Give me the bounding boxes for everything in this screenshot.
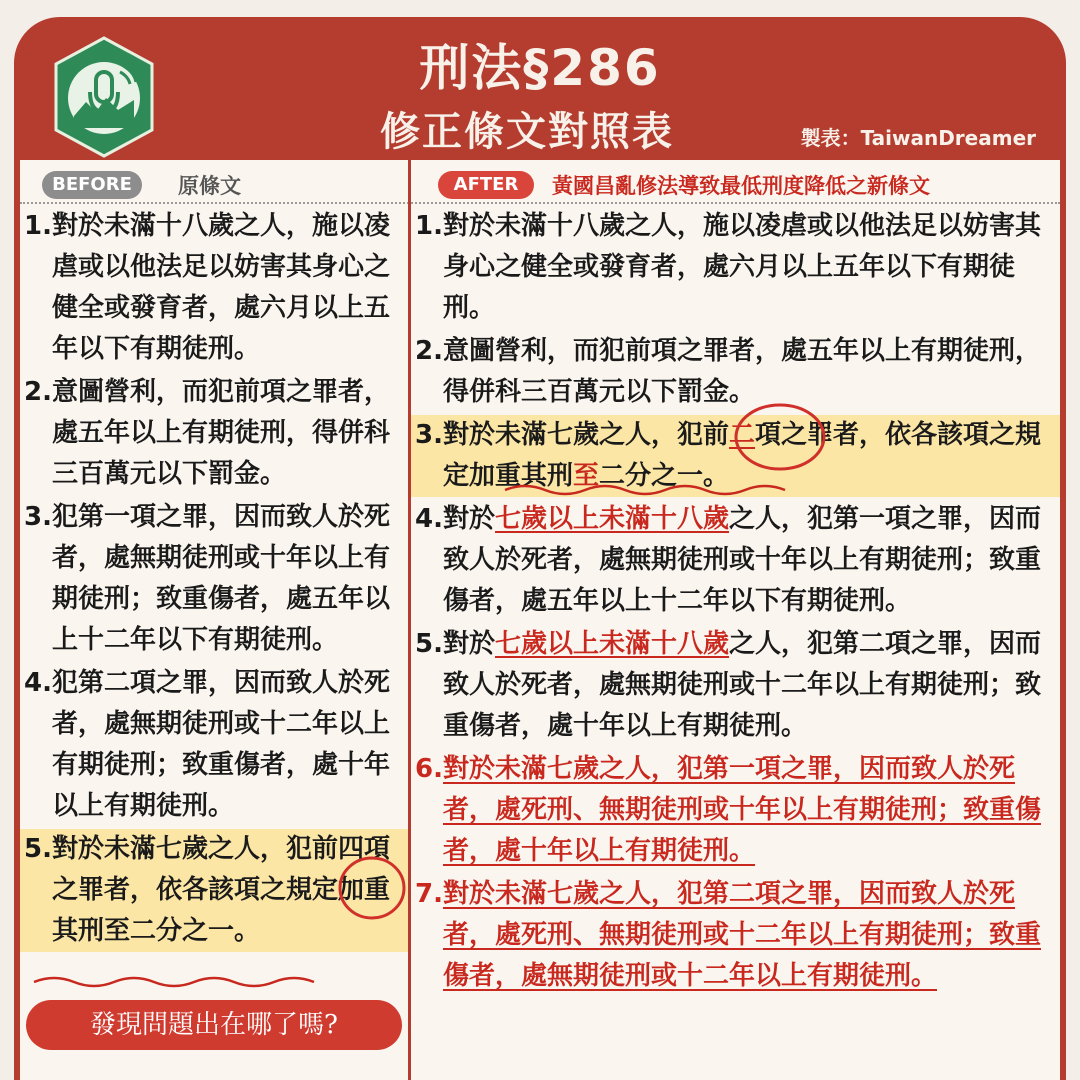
item-text: 對於未滿十八歲之人，施以凌虐或以他法足以妨害其身心之健全或發育者，處六月以上五年以下有期徒刑。 xyxy=(52,211,391,364)
before-item xyxy=(20,206,408,370)
item-text: 犯第一項之罪，因而致人於死者，處無期徒刑或十年以上有期徒刑；致重傷者，處五年以上十二年以下有期徒刑。 xyxy=(52,502,391,655)
before-badge: BEFORE xyxy=(42,171,142,199)
after-item xyxy=(411,206,1060,329)
text-segment: 對於 xyxy=(443,629,496,659)
item-number: 5. xyxy=(24,834,52,864)
before-item-highlighted xyxy=(20,829,408,952)
item-text xyxy=(443,624,1056,747)
changed-text: 二 xyxy=(729,420,756,450)
after-item xyxy=(411,499,1060,622)
author-credit: 製表：TaiwanDreamer xyxy=(800,126,1036,150)
after-column xyxy=(411,206,1060,999)
item-number: 3. xyxy=(24,502,52,532)
item-number: 5. xyxy=(415,629,443,659)
item-number: 1. xyxy=(24,211,52,241)
item-number: 4. xyxy=(415,504,443,534)
item-text: 意圖營利，而犯前項之罪者，處五年以上有期徒刑，得併科三百萬元以下罰金。 xyxy=(443,336,1042,407)
text-segment: 之人，犯第二項之罪，因而致人於死者，處無期徒刑或十二年以上有期徒刑；致重傷者，處十年以上有期徒刑。 xyxy=(443,629,1042,741)
text-segment: 對於 xyxy=(443,504,496,534)
item-number: 2. xyxy=(415,336,443,366)
item-number: 1. xyxy=(415,211,443,241)
after-column-label: 黃國昌亂修法導致最低刑度降低之新條文 xyxy=(552,174,930,198)
before-item xyxy=(20,497,408,661)
changed-text: 七歲以上未滿十八歲 xyxy=(495,629,730,659)
before-column-label: 原條文 xyxy=(178,174,241,198)
after-item-highlighted xyxy=(411,415,1060,497)
page-title: 刑法§286 xyxy=(419,39,661,97)
page-subtitle: 修正條文對照表 xyxy=(380,109,674,155)
after-badge: AFTER xyxy=(438,171,534,199)
text-segment: 之人，犯第一項之罪，因而致人於死者，處無期徒刑或十年以上有期徒刑；致重傷者，處五年以上十二年以下有期徒刑。 xyxy=(443,504,1042,616)
before-item xyxy=(20,372,408,495)
item-number: 2. xyxy=(24,377,52,407)
item-number: 7. xyxy=(415,879,443,909)
after-item xyxy=(411,624,1060,747)
text-segment: 對於未滿七歲之人，犯前 xyxy=(443,420,730,450)
after-item-new xyxy=(411,874,1060,997)
before-item xyxy=(20,663,408,827)
item-text xyxy=(443,415,1056,497)
item-text xyxy=(443,499,1056,622)
question-banner: 發現問題出在哪了嗎? xyxy=(26,1000,402,1050)
item-text: 對於未滿七歲之人，犯前四項之罪者，依各該項之規定加重其刑至二分之一。 xyxy=(52,834,391,946)
before-column xyxy=(20,206,408,954)
item-number: 3. xyxy=(415,420,443,450)
changed-text: 七歲以上未滿十八歲 xyxy=(495,504,730,534)
item-text: 對於未滿七歲之人，犯第一項之罪，因而致人於死者，處死刑、無期徒刑或十年以上有期徒刑；致重傷者，處十年以上有期徒刑。 xyxy=(443,754,1042,866)
item-text: 對於未滿十八歲之人，施以凌虐或以他法足以妨害其身心之健全或發育者，處六月以上五年以下有期徒刑。 xyxy=(443,211,1042,323)
text-segment: 項之罪者，依各該項之規定加重其刑 xyxy=(443,420,1042,491)
item-text: 意圖營利，而犯前項之罪者，處五年以上有期徒刑，得併科三百萬元以下罰金。 xyxy=(52,377,391,489)
after-item xyxy=(411,331,1060,413)
item-text: 對於未滿七歲之人，犯第二項之罪，因而致人於死者，處死刑、無期徒刑或十二年以上有期徒刑；致重傷者，處無期徒刑或十二年以上有期徒刑。 xyxy=(443,879,1042,991)
text-segment: 二分之一。 xyxy=(599,461,730,491)
item-text: 犯第二項之罪，因而致人於死者，處無期徒刑或十二年以上有期徒刑；致重傷者，處十年以上有期徒刑。 xyxy=(52,668,391,821)
item-number: 4. xyxy=(24,668,52,698)
changed-text: 至 xyxy=(573,461,600,491)
item-number: 6. xyxy=(415,754,443,784)
after-item-new xyxy=(411,749,1060,872)
